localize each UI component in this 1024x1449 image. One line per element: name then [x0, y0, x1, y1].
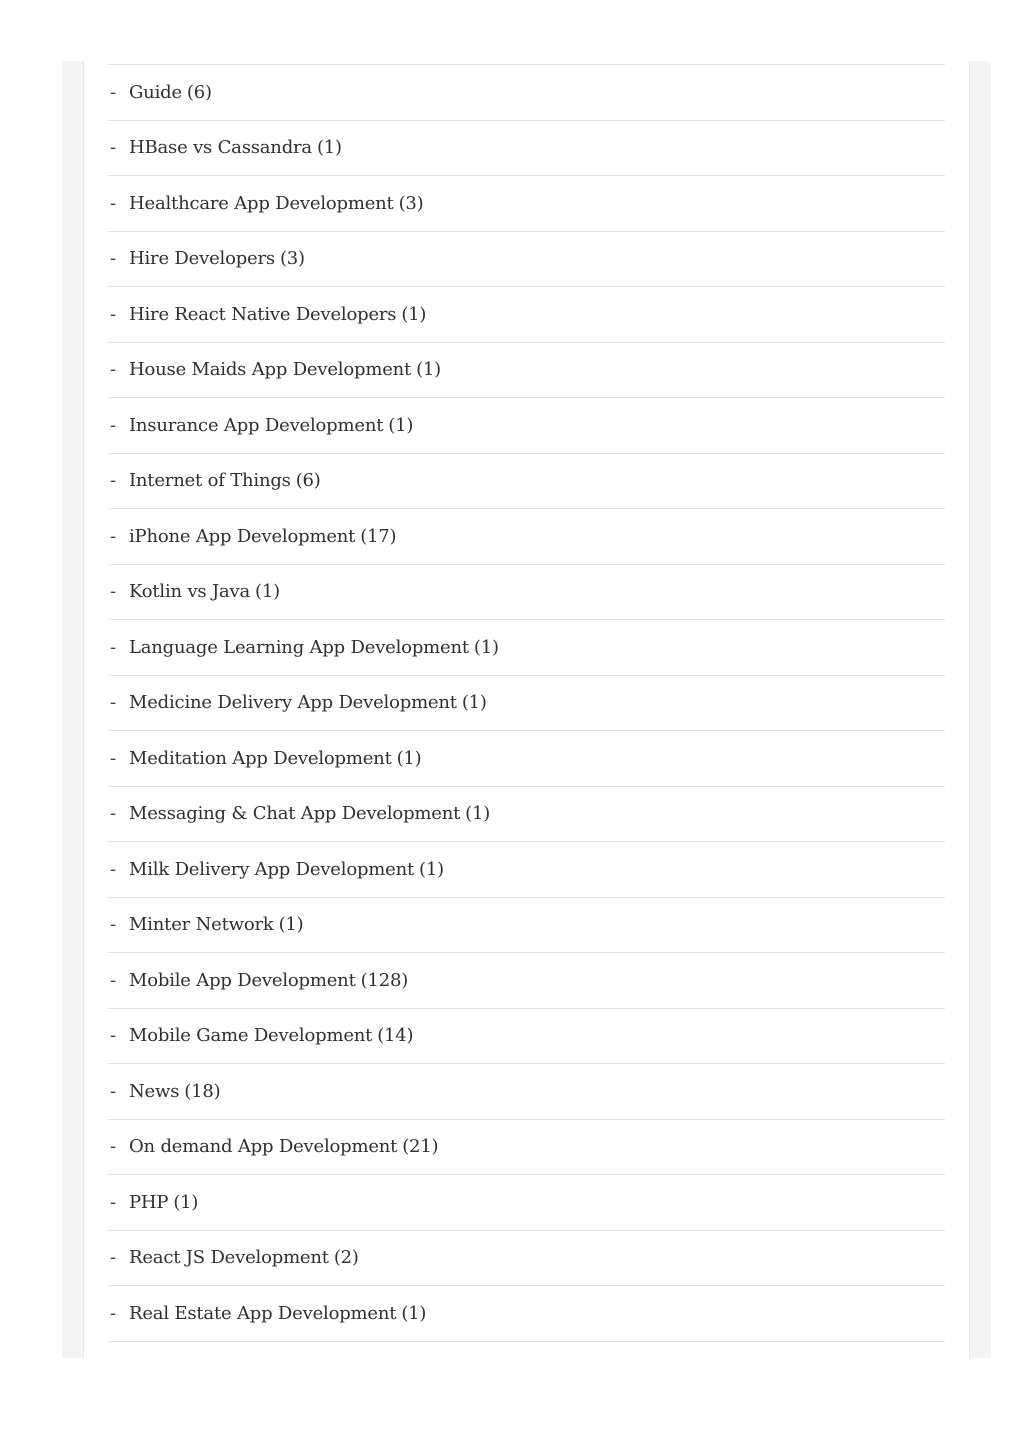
bullet-dash: - — [110, 1025, 116, 1047]
category-item-hbase-vs-cassandra[interactable] — [108, 121, 945, 177]
category-item-medicine-delivery-app-development[interactable] — [108, 676, 945, 732]
bullet-dash: - — [110, 525, 116, 547]
category-count: (1) — [173, 1191, 199, 1213]
bullet-dash: - — [110, 1191, 116, 1213]
category-link[interactable]: React JS Development — [129, 1247, 329, 1269]
category-item-messaging-chat-app-development[interactable] — [108, 787, 945, 843]
bullet-dash: - — [110, 858, 116, 880]
category-link[interactable]: iPhone App Development — [129, 525, 356, 547]
category-count: (6) — [295, 470, 321, 492]
bullet-dash: - — [110, 192, 116, 214]
bullet-dash: - — [110, 692, 116, 714]
category-item-insurance-app-development[interactable] — [108, 398, 945, 454]
bullet-dash: - — [110, 636, 116, 658]
category-count: (1) — [255, 581, 280, 603]
bullet-dash: - — [110, 803, 116, 825]
category-count: (17) — [360, 525, 397, 547]
category-item-kotlin-vs-java[interactable] — [108, 565, 945, 621]
bullet-dash: - — [110, 248, 116, 270]
category-item-minter-network[interactable] — [108, 898, 945, 954]
category-link[interactable]: Language Learning App Development — [129, 636, 469, 658]
category-link[interactable]: Milk Delivery App Development — [129, 858, 415, 880]
bullet-dash: - — [110, 581, 116, 603]
category-link[interactable]: Mobile App Development — [129, 969, 356, 991]
bullet-dash: - — [110, 747, 116, 769]
category-link[interactable]: Hire Developers — [129, 248, 275, 270]
category-count: (128) — [360, 969, 409, 991]
category-link[interactable]: Hire React Native Developers — [129, 303, 397, 325]
category-item-iphone-app-development[interactable] — [108, 509, 945, 565]
bullet-dash: - — [110, 1302, 116, 1324]
category-count: (21) — [402, 1136, 439, 1158]
category-count: (1) — [473, 636, 499, 658]
category-link[interactable]: Internet of Things — [129, 470, 291, 492]
category-item-guide[interactable] — [108, 65, 945, 121]
category-count: (1) — [316, 137, 342, 159]
bullet-dash: - — [110, 1247, 116, 1269]
category-count: (1) — [278, 914, 304, 936]
category-count: (1) — [416, 359, 441, 381]
category-link[interactable]: Guide — [129, 81, 182, 103]
bullet-dash: - — [110, 137, 116, 159]
category-link[interactable]: On demand App Development — [129, 1136, 398, 1158]
category-link[interactable]: Meditation App Development — [129, 747, 392, 769]
category-item-react-js-development[interactable] — [108, 1231, 945, 1287]
category-link[interactable]: Kotlin vs Java — [129, 581, 251, 603]
category-link[interactable]: PHP — [129, 1191, 169, 1213]
category-item-on-demand-app-development[interactable] — [108, 1120, 945, 1176]
category-count: (3) — [398, 192, 424, 214]
bullet-dash: - — [110, 81, 116, 103]
category-count: (1) — [388, 414, 414, 436]
category-list — [108, 64, 945, 1342]
category-count: (1) — [419, 858, 444, 880]
category-count: (3) — [279, 248, 305, 270]
category-item-news[interactable] — [108, 1064, 945, 1120]
category-link[interactable]: HBase vs Cassandra — [129, 137, 312, 159]
category-item-meditation-app-development[interactable] — [108, 731, 945, 787]
category-item-internet-of-things[interactable] — [108, 454, 945, 510]
category-count: (1) — [401, 1302, 427, 1324]
category-link[interactable]: Insurance App Development — [129, 414, 384, 436]
bullet-dash: - — [110, 303, 116, 325]
bullet-dash: - — [110, 1080, 116, 1102]
category-item-php[interactable] — [108, 1175, 945, 1231]
category-count: (1) — [465, 803, 491, 825]
bullet-dash: - — [110, 914, 116, 936]
category-link[interactable]: Messaging & Chat App Development — [129, 803, 461, 825]
bullet-dash: - — [110, 969, 116, 991]
category-count: (1) — [461, 692, 487, 714]
bullet-dash: - — [110, 414, 116, 436]
category-link[interactable]: Real Estate App Development — [129, 1302, 397, 1324]
bullet-dash: - — [110, 470, 116, 492]
category-item-hire-react-native-developers[interactable] — [108, 287, 945, 343]
category-item-milk-delivery-app-development[interactable] — [108, 842, 945, 898]
category-link[interactable]: House Maids App Development — [129, 359, 412, 381]
category-link[interactable]: Mobile Game Development — [129, 1025, 373, 1047]
category-item-mobile-game-development[interactable] — [108, 1009, 945, 1065]
category-count: (1) — [396, 747, 422, 769]
category-item-house-maids-app-development[interactable] — [108, 343, 945, 399]
category-link[interactable]: Minter Network — [129, 914, 274, 936]
category-item-mobile-app-development[interactable] — [108, 953, 945, 1009]
category-item-language-learning-app-development[interactable] — [108, 620, 945, 676]
category-count: (1) — [401, 303, 427, 325]
category-link[interactable]: Medicine Delivery App Development — [129, 692, 457, 714]
bullet-dash: - — [110, 1136, 116, 1158]
bullet-dash: - — [110, 359, 116, 381]
category-count: (14) — [377, 1025, 414, 1047]
category-item-hire-developers[interactable] — [108, 232, 945, 288]
category-count: (18) — [184, 1080, 221, 1102]
category-link[interactable]: Healthcare App Development — [129, 192, 394, 214]
category-link[interactable]: News — [129, 1080, 180, 1102]
category-count: (6) — [186, 81, 212, 103]
category-count: (2) — [333, 1247, 359, 1269]
category-item-real-estate-app-development[interactable] — [108, 1286, 945, 1342]
category-item-healthcare-app-development[interactable] — [108, 176, 945, 232]
